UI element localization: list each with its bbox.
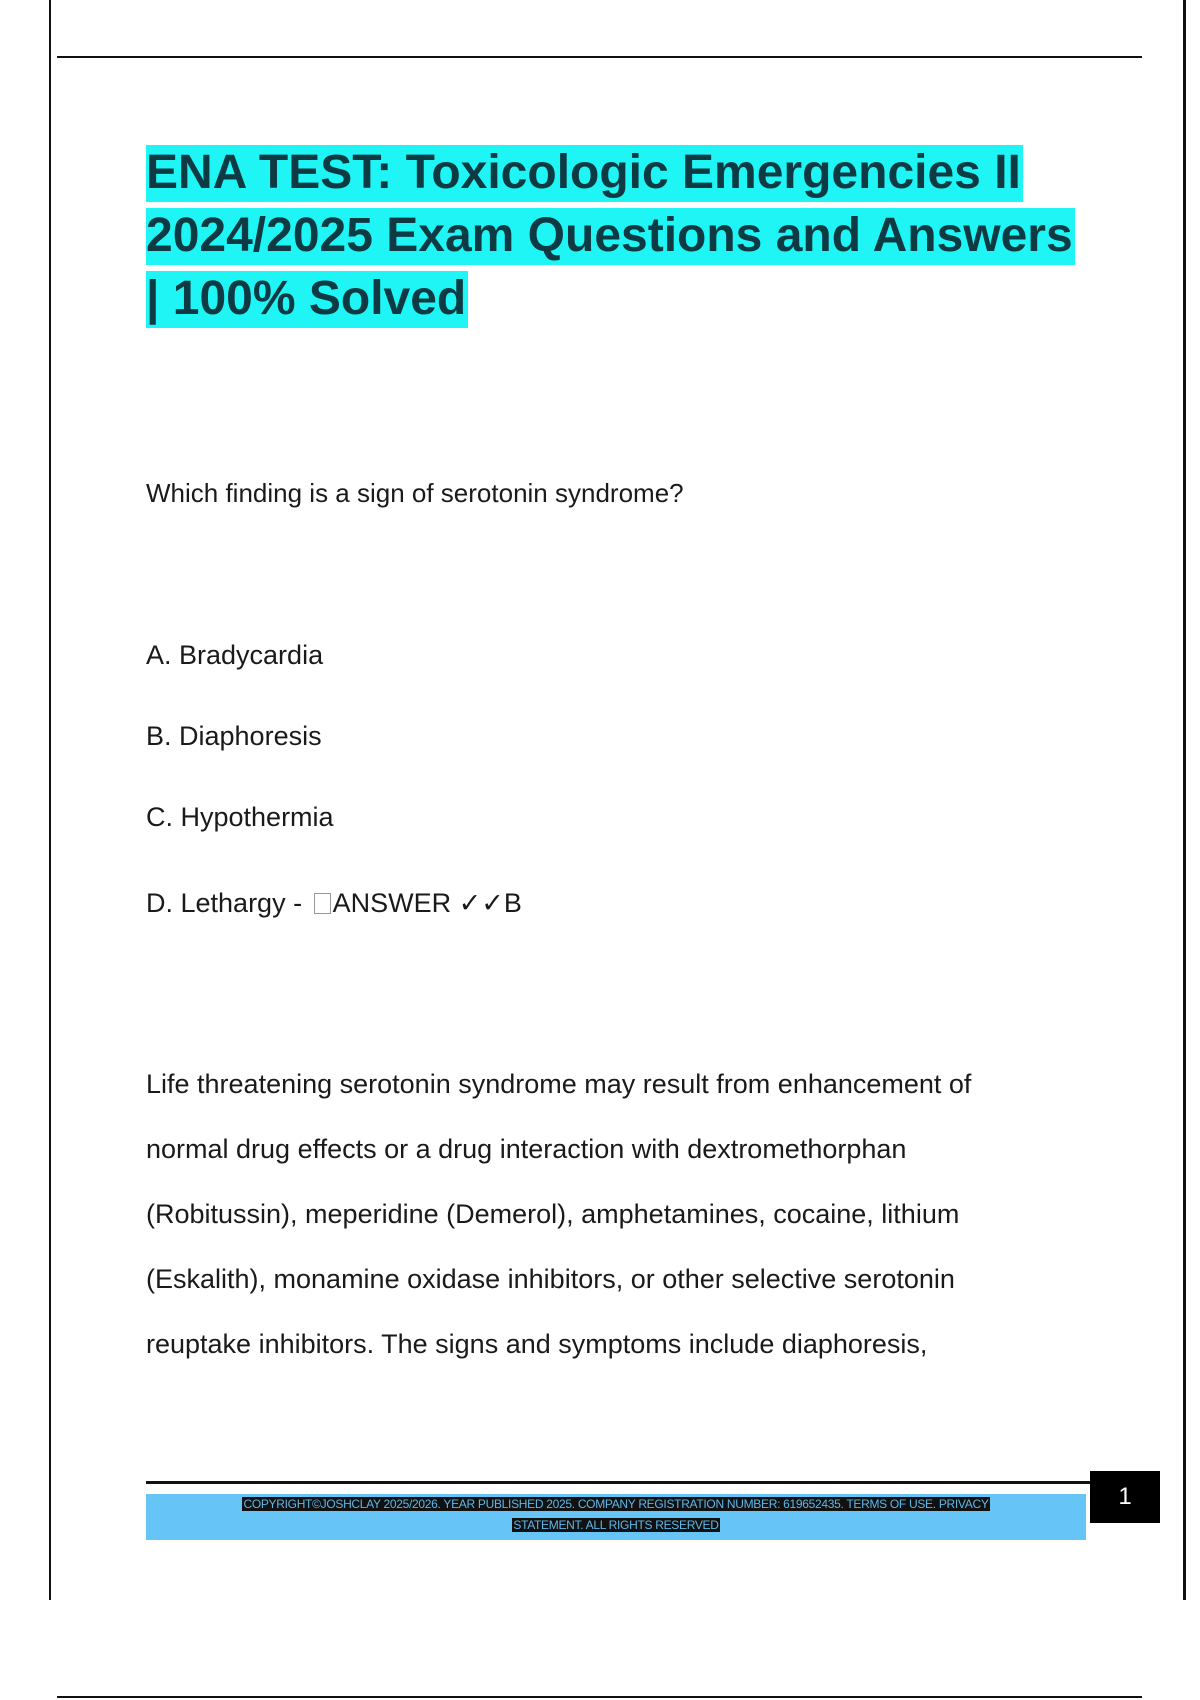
explanation-line-5: reuptake inhibitors. The signs and symptoms include diaphoresis, <box>146 1329 928 1359</box>
next-page-rule <box>57 1696 1142 1698</box>
header-rule <box>57 56 1142 58</box>
title-line-1: ENA TEST: Toxicologic Emergencies II <box>146 145 1023 202</box>
explanation-line-3: (Robitussin), meperidine (Demerol), amphetamines, cocaine, lithium <box>146 1199 960 1229</box>
title-line-2: 2024/2025 Exam Questions and Answers <box>146 208 1075 265</box>
option-c: C. Hypothermia <box>146 802 334 832</box>
copyright-line-2: STATEMENT. ALL RIGHTS RESERVED <box>513 1518 719 1532</box>
option-b: B. Diaphoresis <box>146 721 322 751</box>
explanation-line-4: (Eskalith), monamine oxidase inhibitors, or other selective serotonin <box>146 1264 955 1294</box>
answer-explanation <box>146 1052 1066 1377</box>
question-text: Which finding is a sign of serotonin syndrome? <box>146 478 684 508</box>
footer-rule <box>146 1481 1090 1484</box>
document-title <box>146 143 1146 332</box>
page-number: 1 <box>1090 1471 1160 1523</box>
page-border-right <box>1183 0 1186 1600</box>
page-border-left <box>49 0 51 1600</box>
option-d-label: D. Lethargy - <box>146 888 310 918</box>
option-a: A. Bradycardia <box>146 640 324 670</box>
explanation-line-2: normal drug effects or a drug interaction with dextromethorphan <box>146 1134 907 1164</box>
option-d <box>146 888 522 919</box>
copyright-footer <box>146 1494 1086 1540</box>
title-line-3: | 100% Solved <box>146 271 468 328</box>
missing-glyph-box-icon <box>314 893 331 914</box>
answer-label: ANSWER ✓✓B <box>332 888 522 918</box>
explanation-line-1: Life threatening serotonin syndrome may result from enhancement of <box>146 1069 972 1099</box>
copyright-line-1: COPYRIGHT©JOSHCLAY 2025/2026. YEAR PUBLISHED 2025. COMPANY REGISTRATION NUMBER: 619652435. TERMS OF USE. PRIVACY <box>243 1497 989 1511</box>
